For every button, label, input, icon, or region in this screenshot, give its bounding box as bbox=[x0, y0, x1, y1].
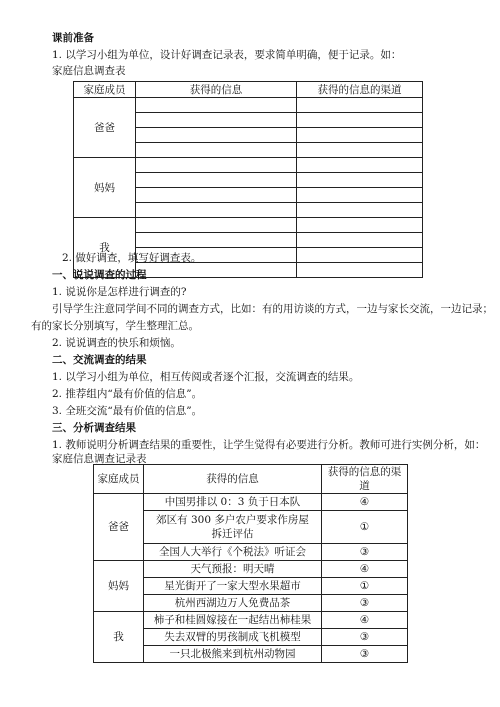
member-cell: 我 bbox=[94, 612, 144, 663]
channel-cell: ③ bbox=[322, 595, 408, 612]
table2-caption: 家庭信息调查记录表 bbox=[52, 453, 147, 465]
prep-item-1: 1. 以学习小组为单位，设计好调查记录表，要求简单明确，便于记录。如： bbox=[52, 49, 402, 61]
section3-title: 三、分析调查结果 bbox=[52, 422, 136, 434]
table-row bbox=[94, 561, 408, 578]
section3-para-1: 1. 教师说明分析调查结果的重要性，让学生觉得有必要进行分析。教师可进行实例分析，如： bbox=[52, 439, 486, 451]
channel-cell: ① bbox=[322, 511, 408, 544]
table-header-row bbox=[74, 82, 423, 98]
channel-cell: ③ bbox=[322, 629, 408, 646]
column-header: 获得的信息的渠道 bbox=[297, 82, 423, 98]
heading-prep: 课前准备 bbox=[52, 32, 94, 44]
channel-cell: ④ bbox=[322, 561, 408, 578]
column-header: 获得的信息的渠道 bbox=[322, 465, 408, 494]
section1-para-b: 有的家长分别填写，学生整理汇总。 bbox=[31, 320, 199, 332]
section1-q1: 1. 说说你是怎样进行调查的? bbox=[52, 286, 187, 298]
family-info-table-blank bbox=[73, 81, 423, 278]
info-cell: 郊区有 300 多户农户要求作房屋拆迁评估 bbox=[144, 511, 322, 544]
member-cell: 我 bbox=[74, 218, 136, 278]
prep-item-2: 2. 做好调查，填写好调查表。 bbox=[62, 252, 202, 264]
info-cell: 全国人大举行《个税法》听证会 bbox=[144, 544, 322, 561]
channel-cell: ④ bbox=[322, 612, 408, 629]
info-cell: 柿子和桂圆嫁接在一起结出柿桂果 bbox=[144, 612, 322, 629]
section2-title: 二、交流调查的结果 bbox=[52, 354, 147, 366]
channel-cell: ③ bbox=[322, 646, 408, 663]
table-row bbox=[94, 494, 408, 511]
column-header: 获得的信息 bbox=[144, 465, 322, 494]
member-cell: 爸爸 bbox=[94, 494, 144, 561]
table1-caption: 家庭信息调查表 bbox=[52, 65, 126, 77]
column-header: 获得的信息 bbox=[136, 82, 297, 98]
section2-item-3: 3. 全班交流“最有价值的信息”。 bbox=[52, 405, 203, 417]
channel-cell: ③ bbox=[322, 544, 408, 561]
info-cell: 中国男排以 0：3 负于日本队 bbox=[144, 494, 322, 511]
info-cell: 杭州西湖边万人免费品茶 bbox=[144, 595, 322, 612]
info-cell: 星光街开了一家大型水果超市 bbox=[144, 578, 322, 595]
info-cell: 一只北极熊来到杭州动物园 bbox=[144, 646, 322, 663]
member-cell: 妈妈 bbox=[94, 561, 144, 612]
section2-item-1: 1. 以学习小组为单位，相互传阅或者逐个汇报，交流调查的结果。 bbox=[52, 371, 360, 383]
member-cell: 爸爸 bbox=[74, 98, 136, 158]
channel-cell: ① bbox=[322, 578, 408, 595]
info-cell: 天气预报：明天晴 bbox=[144, 561, 322, 578]
section2-item-2: 2. 推荐组内“最有价值的信息”。 bbox=[52, 388, 203, 400]
member-cell: 妈妈 bbox=[74, 158, 136, 218]
table-header-row bbox=[94, 465, 408, 494]
table-row bbox=[94, 612, 408, 629]
section1-q2: 2. 说说调查的快乐和烦恼。 bbox=[52, 337, 181, 349]
column-header: 家庭成员 bbox=[74, 82, 136, 98]
column-header: 家庭成员 bbox=[94, 465, 144, 494]
section1-title: 一、说说调查的过程 bbox=[52, 269, 147, 281]
info-cell: 失去双臂的男孩制成飞机模型 bbox=[144, 629, 322, 646]
channel-cell: ④ bbox=[322, 494, 408, 511]
family-info-record-table bbox=[93, 464, 408, 663]
section1-para-a: 引导学生注意同学间不同的调查方式，比如：有的用访谈的方式，一边与家长交流，一边记录； bbox=[52, 303, 493, 315]
